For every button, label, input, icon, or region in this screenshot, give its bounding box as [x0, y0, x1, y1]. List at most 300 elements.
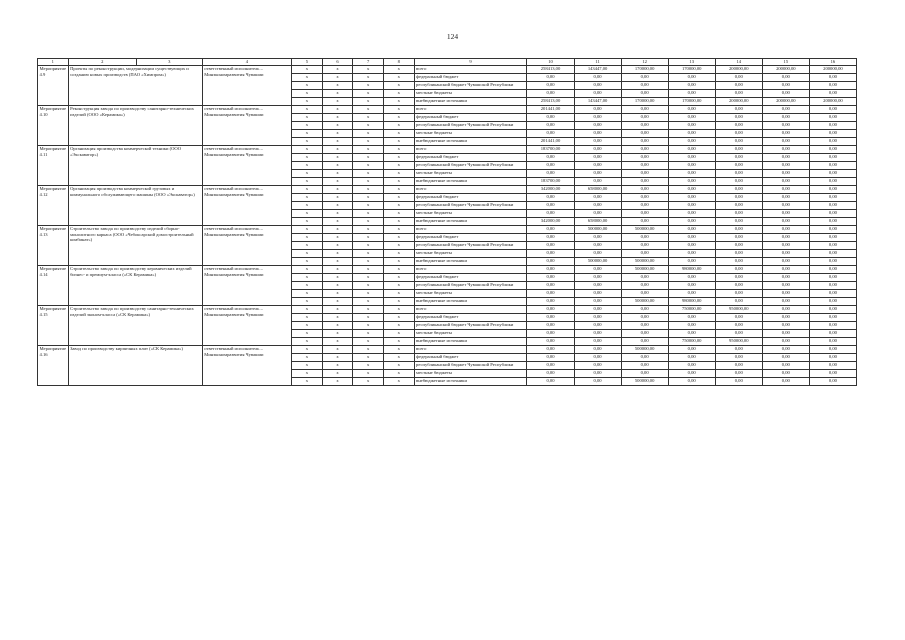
code-marker-cell: x	[322, 186, 353, 194]
funding-source: всего	[414, 306, 527, 314]
code-marker-cell: x	[292, 162, 323, 170]
code-marker-cell: x	[292, 274, 323, 282]
measure-code: Мероприятие 4.13	[38, 226, 69, 266]
measure-name: Строительство завода по производству керамических изделий бизнес- и премиум-класса («СК Керамика»)	[68, 266, 202, 306]
funding-source: местные бюджеты	[414, 170, 527, 178]
amount-cell: 0,00	[715, 218, 762, 226]
code-marker-cell: x	[353, 90, 384, 98]
code-marker-cell: x	[383, 266, 414, 274]
amount-cell: 0,00	[809, 226, 856, 234]
amount-cell: 0,00	[527, 346, 574, 354]
amount-cell: 0,00	[668, 274, 715, 282]
amount-cell: 0,00	[715, 258, 762, 266]
code-marker-cell: x	[292, 130, 323, 138]
amount-cell: 0,00	[574, 194, 621, 202]
code-marker-cell: x	[353, 202, 384, 210]
amount-cell: 0,00	[762, 274, 809, 282]
code-marker-cell: x	[383, 146, 414, 154]
code-marker-cell: x	[322, 250, 353, 258]
code-marker-cell: x	[383, 138, 414, 146]
amount-cell: 0,00	[809, 162, 856, 170]
amount-cell: 0,00	[809, 186, 856, 194]
code-marker-cell: x	[383, 106, 414, 114]
code-marker-cell: x	[292, 170, 323, 178]
code-marker-cell: x	[322, 130, 353, 138]
amount-cell: 0,00	[574, 210, 621, 218]
code-marker-cell: x	[383, 66, 414, 74]
funding-source: местные бюджеты	[414, 330, 527, 338]
amount-cell: 0,00	[574, 82, 621, 90]
amount-cell: 0,00	[762, 130, 809, 138]
measure-name: Проекты по реконструкции, модернизации существующих и созданию новых производств (ПАО «Химпром»)	[68, 66, 202, 106]
amount-cell: 0,00	[668, 90, 715, 98]
budget-table	[37, 58, 857, 386]
code-marker-cell: x	[383, 170, 414, 178]
funding-source: республиканский бюджет Чувашской Республики	[414, 122, 527, 130]
code-marker-cell: x	[292, 202, 323, 210]
code-marker-cell: x	[322, 138, 353, 146]
amount-cell: 0,00	[574, 114, 621, 122]
amount-cell: 500000,00	[621, 226, 668, 234]
amount-cell: 0,00	[621, 130, 668, 138]
amount-cell: 658000,00	[574, 218, 621, 226]
code-marker-cell: x	[383, 114, 414, 122]
code-marker-cell: x	[322, 114, 353, 122]
amount-cell: 0,00	[809, 362, 856, 370]
amount-cell: 0,00	[809, 178, 856, 186]
amount-cell: 0,00	[762, 354, 809, 362]
table-row	[38, 346, 857, 354]
amount-cell: 0,00	[574, 74, 621, 82]
column-header: 9	[414, 59, 527, 66]
code-marker-cell: x	[353, 66, 384, 74]
amount-cell: 950000,00	[715, 338, 762, 346]
code-marker-cell: x	[322, 194, 353, 202]
column-header: 4	[202, 59, 291, 66]
amount-cell: 0,00	[715, 330, 762, 338]
measure-executor: ответственный исполнитель – Минэкономразвития Чувашии	[202, 226, 291, 266]
code-marker-cell: x	[383, 322, 414, 330]
amount-cell: 0,00	[762, 242, 809, 250]
funding-source: местные бюджеты	[414, 290, 527, 298]
amount-cell: 258413,00	[527, 98, 574, 106]
code-marker-cell: x	[292, 226, 323, 234]
amount-cell: 0,00	[574, 314, 621, 322]
amount-cell: 0,00	[621, 338, 668, 346]
measure-executor: ответственный исполнитель – Минэкономразвития Чувашии	[202, 66, 291, 106]
amount-cell: 0,00	[715, 370, 762, 378]
amount-cell: 0,00	[762, 234, 809, 242]
amount-cell: 0,00	[762, 226, 809, 234]
code-marker-cell: x	[322, 226, 353, 234]
table-row	[38, 226, 857, 234]
code-marker-cell: x	[322, 258, 353, 266]
amount-cell: 0,00	[574, 146, 621, 154]
amount-cell: 0,00	[621, 178, 668, 186]
amount-cell: 0,00	[668, 290, 715, 298]
amount-cell: 0,00	[715, 114, 762, 122]
column-header: 13	[668, 59, 715, 66]
amount-cell: 0,00	[715, 170, 762, 178]
amount-cell: 183700,00	[527, 146, 574, 154]
code-marker-cell: x	[322, 274, 353, 282]
measure-code: Мероприятие 4.15	[38, 306, 69, 346]
amount-cell: 200000,00	[715, 66, 762, 74]
amount-cell: 0,00	[527, 298, 574, 306]
funding-source: республиканский бюджет Чувашской Республики	[414, 282, 527, 290]
amount-cell: 0,00	[809, 74, 856, 82]
amount-cell: 0,00	[574, 122, 621, 130]
amount-cell: 0,00	[809, 338, 856, 346]
funding-source: внебюджетные источники	[414, 258, 527, 266]
code-marker-cell: x	[353, 154, 384, 162]
amount-cell: 0,00	[762, 250, 809, 258]
amount-cell: 0,00	[762, 258, 809, 266]
measure-code: Мероприятие 4.9	[38, 66, 69, 106]
code-marker-cell: x	[353, 218, 384, 226]
code-marker-cell: x	[322, 290, 353, 298]
amount-cell: 0,00	[715, 250, 762, 258]
code-marker-cell: x	[353, 290, 384, 298]
amount-cell: 0,00	[574, 130, 621, 138]
code-marker-cell: x	[353, 242, 384, 250]
code-marker-cell: x	[383, 258, 414, 266]
amount-cell: 0,00	[809, 90, 856, 98]
amount-cell: 0,00	[668, 362, 715, 370]
funding-source: федеральный бюджет	[414, 194, 527, 202]
code-marker-cell: x	[353, 346, 384, 354]
code-marker-cell: x	[353, 74, 384, 82]
amount-cell: 0,00	[762, 322, 809, 330]
code-marker-cell: x	[322, 90, 353, 98]
code-marker-cell: x	[322, 122, 353, 130]
code-marker-cell: x	[322, 266, 353, 274]
amount-cell: 0,00	[668, 186, 715, 194]
funding-source: всего	[414, 106, 527, 114]
code-marker-cell: x	[383, 282, 414, 290]
code-marker-cell: x	[322, 170, 353, 178]
funding-source: внебюджетные источники	[414, 298, 527, 306]
code-marker-cell: x	[383, 314, 414, 322]
amount-cell: 500000,00	[574, 258, 621, 266]
funding-source: внебюджетные источники	[414, 378, 527, 386]
amount-cell: 0,00	[527, 314, 574, 322]
code-marker-cell: x	[322, 106, 353, 114]
funding-source: республиканский бюджет Чувашской Республики	[414, 362, 527, 370]
measure-name: Строительство завода по производству санитарно-технических изделий эконом-класса («СК Керамика»)	[68, 306, 202, 346]
amount-cell: 500000,00	[621, 258, 668, 266]
amount-cell: 950000,00	[715, 306, 762, 314]
amount-cell: 0,00	[715, 162, 762, 170]
code-marker-cell: x	[322, 178, 353, 186]
amount-cell: 0,00	[668, 346, 715, 354]
amount-cell: 0,00	[762, 90, 809, 98]
column-header: 14	[715, 59, 762, 66]
code-marker-cell: x	[322, 354, 353, 362]
code-marker-cell: x	[353, 338, 384, 346]
amount-cell: 0,00	[527, 362, 574, 370]
code-marker-cell: x	[322, 370, 353, 378]
amount-cell: 750000,00	[668, 306, 715, 314]
code-marker-cell: x	[383, 178, 414, 186]
funding-source: всего	[414, 146, 527, 154]
amount-cell: 980000,00	[668, 298, 715, 306]
code-marker-cell: x	[383, 362, 414, 370]
amount-cell: 0,00	[527, 130, 574, 138]
code-marker-cell: x	[383, 122, 414, 130]
amount-cell: 0,00	[809, 210, 856, 218]
measure-name: Организация производства коммерческой техники (ООО «Экскаватор»)	[68, 146, 202, 186]
amount-cell: 0,00	[809, 138, 856, 146]
amount-cell: 0,00	[809, 170, 856, 178]
amount-cell: 0,00	[715, 378, 762, 386]
code-marker-cell: x	[322, 66, 353, 74]
code-marker-cell: x	[383, 338, 414, 346]
amount-cell: 0,00	[574, 250, 621, 258]
column-header: 7	[353, 59, 384, 66]
code-marker-cell: x	[292, 66, 323, 74]
measure-name: Строительство завода по производству изделий сборно-монолитного каркаса (ООО «Чебоксарский домостроительный комбинат»)	[68, 226, 202, 266]
amount-cell: 0,00	[715, 290, 762, 298]
amount-cell: 0,00	[809, 378, 856, 386]
amount-cell: 0,00	[574, 362, 621, 370]
amount-cell: 0,00	[715, 82, 762, 90]
code-marker-cell: x	[353, 114, 384, 122]
funding-source: федеральный бюджет	[414, 314, 527, 322]
code-marker-cell: x	[353, 210, 384, 218]
measure-name: Реконструкция завода по производству санитарно-технических изделий (ООО «Керамика»)	[68, 106, 202, 146]
amount-cell: 143447,00	[574, 66, 621, 74]
amount-cell: 0,00	[762, 210, 809, 218]
funding-source: внебюджетные источники	[414, 178, 527, 186]
amount-cell: 0,00	[762, 162, 809, 170]
amount-cell: 201441,00	[527, 106, 574, 114]
amount-cell: 0,00	[668, 122, 715, 130]
amount-cell: 0,00	[809, 218, 856, 226]
code-marker-cell: x	[322, 202, 353, 210]
code-marker-cell: x	[383, 330, 414, 338]
amount-cell: 0,00	[715, 106, 762, 114]
amount-cell: 200000,00	[762, 98, 809, 106]
amount-cell: 0,00	[574, 370, 621, 378]
code-marker-cell: x	[292, 346, 323, 354]
code-marker-cell: x	[353, 314, 384, 322]
measure-name: Завод по производству кирпичных плит («СК Керамика»)	[68, 346, 202, 386]
amount-cell: 0,00	[574, 282, 621, 290]
code-marker-cell: x	[322, 330, 353, 338]
amount-cell: 0,00	[809, 282, 856, 290]
amount-cell: 0,00	[762, 306, 809, 314]
amount-cell: 0,00	[668, 162, 715, 170]
amount-cell: 0,00	[715, 202, 762, 210]
amount-cell: 500000,00	[621, 378, 668, 386]
amount-cell: 0,00	[762, 82, 809, 90]
amount-cell: 0,00	[668, 178, 715, 186]
amount-cell: 200000,00	[809, 66, 856, 74]
amount-cell: 0,00	[621, 114, 668, 122]
amount-cell: 0,00	[621, 154, 668, 162]
funding-source: республиканский бюджет Чувашской Республики	[414, 322, 527, 330]
code-marker-cell: x	[353, 234, 384, 242]
amount-cell: 0,00	[668, 82, 715, 90]
code-marker-cell: x	[322, 322, 353, 330]
code-marker-cell: x	[383, 130, 414, 138]
code-marker-cell: x	[383, 202, 414, 210]
funding-source: всего	[414, 346, 527, 354]
amount-cell: 0,00	[668, 282, 715, 290]
amount-cell: 0,00	[715, 274, 762, 282]
amount-cell: 0,00	[527, 114, 574, 122]
amount-cell: 0,00	[574, 90, 621, 98]
code-marker-cell: x	[353, 258, 384, 266]
amount-cell: 0,00	[621, 210, 668, 218]
funding-source: федеральный бюджет	[414, 354, 527, 362]
funding-source: республиканский бюджет Чувашской Республики	[414, 162, 527, 170]
code-marker-cell: x	[292, 178, 323, 186]
amount-cell: 0,00	[527, 202, 574, 210]
amount-cell: 0,00	[715, 346, 762, 354]
funding-source: внебюджетные источники	[414, 338, 527, 346]
measure-code: Мероприятие 4.12	[38, 186, 69, 226]
amount-cell: 750000,00	[668, 338, 715, 346]
amount-cell: 0,00	[762, 290, 809, 298]
measure-code: Мероприятие 4.14	[38, 266, 69, 306]
code-marker-cell: x	[292, 218, 323, 226]
amount-cell: 0,00	[668, 378, 715, 386]
code-marker-cell: x	[353, 194, 384, 202]
amount-cell: 0,00	[762, 122, 809, 130]
funding-source: республиканский бюджет Чувашской Республики	[414, 82, 527, 90]
amount-cell: 0,00	[527, 338, 574, 346]
code-marker-cell: x	[322, 346, 353, 354]
funding-source: республиканский бюджет Чувашской Республики	[414, 242, 527, 250]
table-row	[38, 106, 857, 114]
amount-cell: 0,00	[762, 138, 809, 146]
amount-cell: 0,00	[527, 170, 574, 178]
amount-cell: 0,00	[809, 202, 856, 210]
table-row	[38, 66, 857, 74]
amount-cell: 500000,00	[574, 226, 621, 234]
amount-cell: 0,00	[715, 322, 762, 330]
amount-cell: 0,00	[668, 202, 715, 210]
code-marker-cell: x	[292, 370, 323, 378]
amount-cell: 0,00	[668, 106, 715, 114]
amount-cell: 0,00	[527, 282, 574, 290]
code-marker-cell: x	[353, 138, 384, 146]
amount-cell: 500000,00	[621, 298, 668, 306]
amount-cell: 0,00	[574, 346, 621, 354]
funding-source: местные бюджеты	[414, 90, 527, 98]
code-marker-cell: x	[322, 314, 353, 322]
amount-cell: 0,00	[762, 362, 809, 370]
amount-cell: 0,00	[668, 354, 715, 362]
amount-cell: 0,00	[809, 194, 856, 202]
amount-cell: 0,00	[621, 106, 668, 114]
funding-source: республиканский бюджет Чувашской Республики	[414, 202, 527, 210]
code-marker-cell: x	[353, 378, 384, 386]
amount-cell: 0,00	[762, 282, 809, 290]
amount-cell: 0,00	[574, 298, 621, 306]
amount-cell: 0,00	[668, 370, 715, 378]
amount-cell: 258413,00	[527, 66, 574, 74]
amount-cell: 0,00	[668, 74, 715, 82]
amount-cell: 0,00	[621, 322, 668, 330]
amount-cell: 0,00	[715, 282, 762, 290]
code-marker-cell: x	[383, 346, 414, 354]
amount-cell: 0,00	[574, 306, 621, 314]
code-marker-cell: x	[322, 306, 353, 314]
measure-code: Мероприятие 4.11	[38, 146, 69, 186]
code-marker-cell: x	[383, 82, 414, 90]
amount-cell: 0,00	[762, 170, 809, 178]
funding-source: местные бюджеты	[414, 130, 527, 138]
column-header: 11	[574, 59, 621, 66]
amount-cell: 0,00	[527, 242, 574, 250]
measure-executor: ответственный исполнитель – Минэкономразвития Чувашии	[202, 106, 291, 146]
amount-cell: 0,00	[762, 114, 809, 122]
amount-cell: 143447,00	[574, 98, 621, 106]
code-marker-cell: x	[383, 290, 414, 298]
amount-cell: 0,00	[621, 274, 668, 282]
funding-source: внебюджетные источники	[414, 218, 527, 226]
amount-cell: 0,00	[809, 242, 856, 250]
code-marker-cell: x	[292, 258, 323, 266]
amount-cell: 0,00	[809, 250, 856, 258]
amount-cell: 0,00	[668, 170, 715, 178]
amount-cell: 0,00	[762, 330, 809, 338]
column-header: 6	[322, 59, 353, 66]
measure-executor: ответственный исполнитель – Минэкономразвития Чувашии	[202, 346, 291, 386]
amount-cell: 0,00	[668, 146, 715, 154]
code-marker-cell: x	[292, 250, 323, 258]
amount-cell: 0,00	[621, 234, 668, 242]
funding-source: местные бюджеты	[414, 250, 527, 258]
amount-cell: 500000,00	[621, 346, 668, 354]
table-row	[38, 146, 857, 154]
amount-cell: 0,00	[668, 226, 715, 234]
amount-cell: 0,00	[621, 186, 668, 194]
amount-cell: 0,00	[527, 322, 574, 330]
amount-cell: 0,00	[762, 106, 809, 114]
code-marker-cell: x	[353, 370, 384, 378]
code-marker-cell: x	[353, 282, 384, 290]
amount-cell: 0,00	[668, 330, 715, 338]
code-marker-cell: x	[292, 146, 323, 154]
funding-source: федеральный бюджет	[414, 274, 527, 282]
amount-cell: 0,00	[762, 218, 809, 226]
amount-cell: 0,00	[621, 250, 668, 258]
code-marker-cell: x	[292, 298, 323, 306]
code-marker-cell: x	[353, 354, 384, 362]
amount-cell: 0,00	[668, 258, 715, 266]
amount-cell: 0,00	[621, 242, 668, 250]
code-marker-cell: x	[353, 306, 384, 314]
code-marker-cell: x	[353, 130, 384, 138]
code-marker-cell: x	[383, 98, 414, 106]
funding-source: федеральный бюджет	[414, 234, 527, 242]
code-marker-cell: x	[383, 186, 414, 194]
code-marker-cell: x	[292, 362, 323, 370]
amount-cell: 0,00	[527, 330, 574, 338]
amount-cell: 0,00	[621, 138, 668, 146]
amount-cell: 0,00	[715, 154, 762, 162]
code-marker-cell: x	[322, 74, 353, 82]
amount-cell: 0,00	[668, 138, 715, 146]
measure-code: Мероприятие 4.16	[38, 346, 69, 386]
funding-source: федеральный бюджет	[414, 154, 527, 162]
funding-source: федеральный бюджет	[414, 74, 527, 82]
funding-source: внебюджетные источники	[414, 98, 527, 106]
